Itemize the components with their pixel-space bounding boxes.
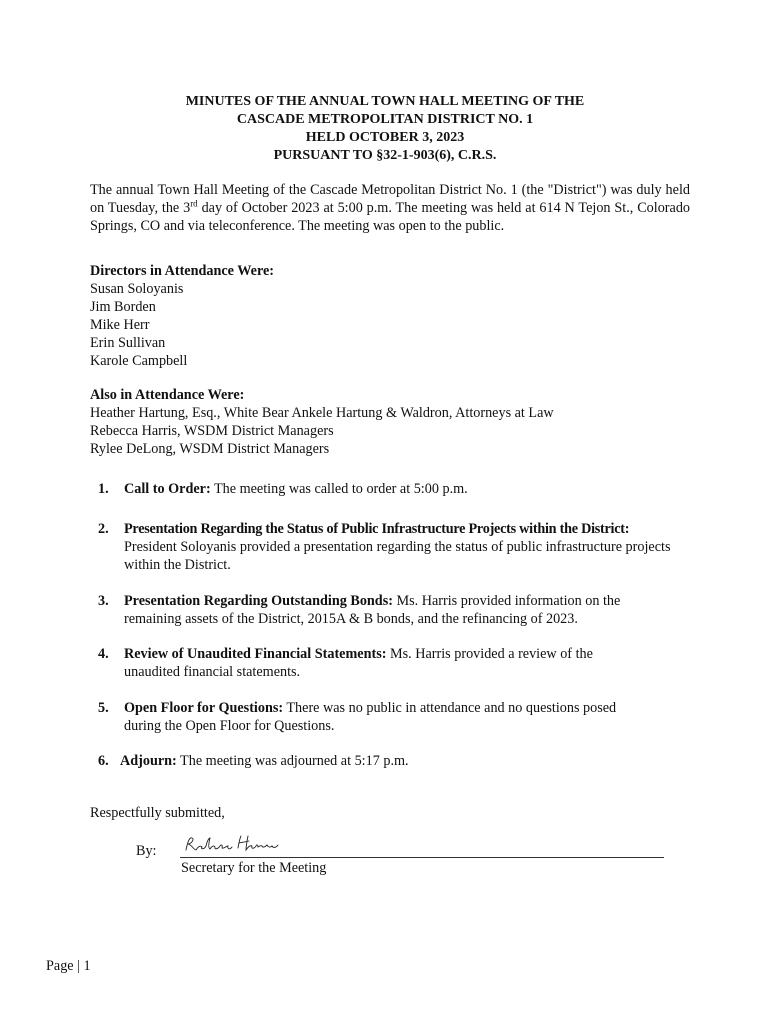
agenda-item: [98, 520, 678, 574]
also-attendance-section: [90, 386, 690, 458]
title-line-4: PURSUANT TO §32-1-903(6), C.R.S.: [273, 148, 497, 163]
item-label: Review of Unaudited Financial Statements:: [124, 646, 387, 662]
secretary-label: Secretary for the Meeting: [181, 860, 327, 876]
item-label: Call to Order:: [124, 481, 211, 497]
also-heading: Also in Attendance Were:: [90, 387, 245, 403]
item-text: Ms. Harris provided a review of the unaudited financial statements.: [124, 646, 593, 680]
item-text: Ms. Harris provided information on the remaining assets of the District, 2015A & B bonds, and the refinancing of 2023.: [124, 593, 621, 627]
page-number: Page | 1: [46, 958, 91, 974]
item-label: Adjourn:: [120, 753, 177, 769]
title-line-3: HELD OCTOBER 3, 2023: [305, 130, 465, 145]
agenda-item: [98, 752, 678, 770]
agenda-item: [98, 699, 678, 735]
item-number: 2.: [98, 521, 109, 537]
director-name: Erin Sullivan: [90, 335, 166, 351]
agenda-item: [98, 645, 678, 681]
closing-text: Respectfully submitted,: [90, 805, 225, 821]
intro-text-1: The annual Town Hall Meeting of the Cascade Metropolitan District No. 1 (the "District") was duly held on Tuesday, the 3: [90, 182, 690, 216]
agenda-item: [98, 592, 678, 628]
item-number: 6.: [98, 753, 109, 769]
intro-text-2: day of October 2023 at 5:00 p.m. The meeting was held at 614 N Tejon St., Colorado Springs, CO and via teleconference. The meeting was open to the public.: [90, 200, 691, 234]
item-label: Open Floor for Questions:: [124, 700, 284, 716]
item-label: Presentation Regarding the Status of Public Infrastructure Projects within the District:: [124, 521, 630, 537]
title-line-2: CASCADE METROPOLITAN DISTRICT NO. 1: [236, 112, 534, 127]
directors-section: [90, 262, 690, 370]
item-text: The meeting was called to order at 5:00 p.m.: [210, 481, 468, 497]
director-name: Mike Herr: [90, 317, 150, 333]
intro-superscript: rd: [190, 198, 198, 209]
document-title: [0, 93, 770, 165]
title-line-1: MINUTES OF THE ANNUAL TOWN HALL MEETING OF THE: [185, 94, 585, 109]
attendee-name: Rylee DeLong, WSDM District Managers: [90, 441, 330, 457]
directors-heading: Directors in Attendance Were:: [90, 263, 275, 279]
director-name: Susan Soloyanis: [90, 281, 184, 297]
item-number: 1.: [98, 481, 109, 497]
item-text: The meeting was adjourned at 5:17 p.m.: [176, 753, 409, 769]
by-label: By:: [136, 843, 157, 859]
director-name: Jim Borden: [90, 299, 156, 315]
intro-paragraph: [90, 181, 690, 235]
signature-line: [180, 857, 664, 858]
handwritten-signature: [182, 832, 282, 856]
agenda-item: [98, 480, 678, 498]
attendee-name: Heather Hartung, Esq., White Bear Ankele Hartung & Waldron, Attorneys at Law: [90, 405, 554, 421]
director-name: Karole Campbell: [90, 353, 188, 369]
item-text: President Soloyanis provided a presentation regarding the status of public infrastructure projects within the District.: [124, 539, 671, 573]
item-number: 4.: [98, 646, 109, 662]
item-label: Presentation Regarding Outstanding Bonds:: [124, 593, 393, 609]
attendee-name: Rebecca Harris, WSDM District Managers: [90, 423, 334, 439]
item-text: There was no public in attendance and no questions posed during the Open Floor for Questions.: [124, 700, 617, 734]
item-number: 5.: [98, 700, 109, 716]
item-number: 3.: [98, 593, 109, 609]
